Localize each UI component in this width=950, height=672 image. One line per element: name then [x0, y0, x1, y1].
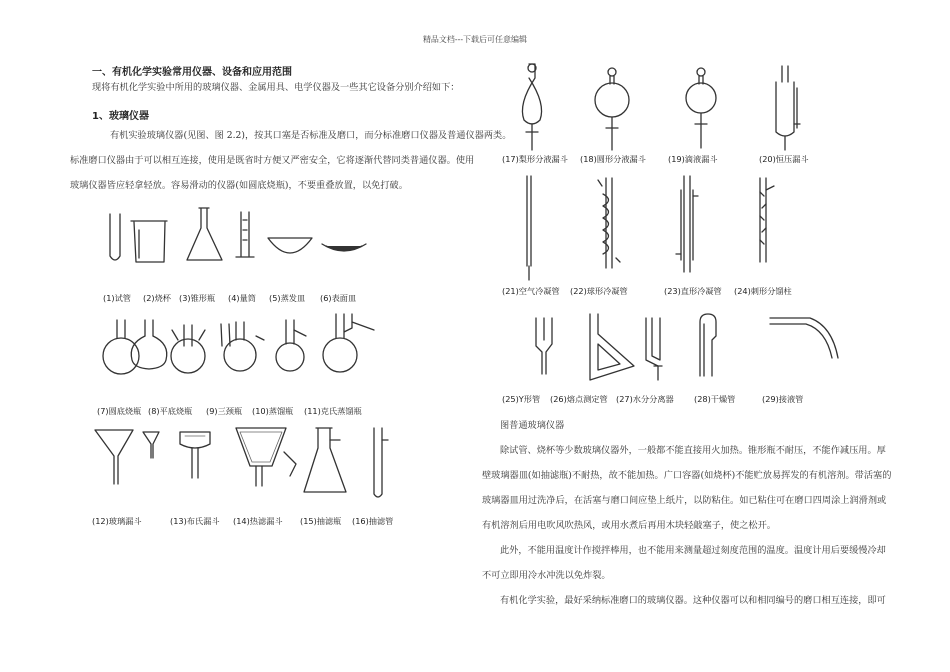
- label-buchner-funnel: (13)布氏漏斗: [170, 516, 220, 526]
- intro-text: 现将有机化学实验中所用的玻璃仪器、金属用具、电学仪器及一些其它设备分别介绍如下：: [92, 82, 460, 93]
- label-conical-flask: (3)锥形瓶: [179, 293, 216, 303]
- left-paragraph-line-3: 玻璃仪器皆应轻拿轻放。容易滑动的仪器(如圆底烧瓶)，不要重叠放置，以免打破。: [70, 180, 408, 191]
- sub-heading: 1、玻璃仪器: [92, 111, 149, 122]
- label-watch-glass: (6)表面皿: [320, 293, 357, 303]
- label-drying-tube: (28)干燥管: [694, 394, 736, 404]
- left-paragraph-line-2: 标准磨口仪器由于可以相互连接，使用是既省时方便又严密安全，它将逐渐代替同类普通仪器。使用: [70, 155, 475, 166]
- right-paragraph3-line-1: 有机化学实验，最好采纳标准磨口的玻璃仪器。这种仪器可以和相同编号的磨口相互连接，即可: [500, 595, 886, 606]
- figure-caption: 图普通玻璃仪器: [500, 420, 565, 431]
- label-pressure-equalizing-funnel: (20)恒压漏斗: [759, 154, 809, 164]
- label-round-separatory-funnel: (18)圆形分液漏斗: [580, 154, 646, 164]
- right-paragraph-line-2: 壁玻璃器皿(如抽滤瓶)不耐热，故不能加热。广口容器(如烧杯)不能贮放易挥发的有机溶剂。带活塞的: [482, 470, 892, 481]
- label-dropping-funnel: (19)滴液漏斗: [668, 154, 718, 164]
- label-flat-bottom-flask: (8)平底烧瓶: [148, 406, 193, 416]
- y-tube-icon: [536, 318, 552, 374]
- label-evaporating-dish: (5)蒸发皿: [269, 293, 306, 303]
- straight-condenser-icon: [676, 176, 698, 272]
- page-header: 精品文档---下载后可任意编辑: [422, 35, 528, 44]
- label-three-neck-flask: (9)三颈瓶: [206, 406, 243, 416]
- label-round-bottom-flask: (7)圆底烧瓶: [97, 406, 142, 416]
- label-straight-condenser: (23)直形冷凝管: [664, 286, 722, 296]
- label-test-tube: (1)试管: [103, 293, 131, 303]
- label-beaker: (2)烧杯: [143, 293, 171, 303]
- label-graduated-cylinder: (4)量筒: [228, 293, 256, 303]
- label-distillation-flask: (10)蒸馏瓶: [252, 406, 294, 416]
- label-hot-filtration-funnel: (14)热滤漏斗: [233, 516, 283, 526]
- thiele-tube-icon: [590, 314, 634, 380]
- pressure-equalizing-funnel-icon: [776, 66, 800, 150]
- label-suction-tube: (16)抽滤管: [352, 516, 394, 526]
- label-receiver-adapter: (29)接液管: [762, 394, 804, 404]
- section-heading: 一、有机化学实验常用仪器、设备和应用范围: [92, 67, 292, 78]
- label-water-separator: (27)水分分离器: [616, 394, 674, 404]
- round-separatory-funnel-icon: [595, 68, 629, 150]
- pear-separatory-funnel-icon: [522, 64, 541, 150]
- label-air-condenser: (21)空气冷凝管: [502, 286, 560, 296]
- left-paragraph-line-1: 有机实验玻璃仪器(见图、图 2.2)，按其口塞是否标准及磨口，而分标准磨口仪器及普通仪器两类。: [110, 130, 512, 141]
- vigreux-column-icon: [760, 178, 774, 262]
- air-condenser-icon: [527, 176, 531, 280]
- drying-tube-icon: [700, 314, 716, 376]
- right-paragraph-line-4: 有机溶剂后用电吹风吹热风，或用水煮后再用木块轻敲塞子，使之松开。: [482, 520, 776, 531]
- label-suction-flask: (15)抽滤瓶: [300, 516, 342, 526]
- right-paragraph-line-3: 玻璃器皿用过洗净后，在活塞与磨口间应垫上纸片，以防粘住。如已粘住可在磨口四周涂上润滑剂或: [482, 495, 887, 506]
- label-claisen-flask: (11)克氏蒸馏瓶: [304, 406, 362, 416]
- right-paragraph2-line-1: 此外，不能用温度计作搅拌棒用，也不能用来测量超过刻度范围的温度。温度计用后要缓慢冷却: [500, 545, 886, 556]
- bulb-condenser-icon: [598, 178, 620, 268]
- right-paragraph-line-1: 除试管、烧杯等少数玻璃仪器外，一般都不能直接用火加热。锥形瓶不耐压，不能作减压用。厚: [500, 445, 886, 456]
- right-paragraph2-line-2: 不可立即用冷水冲洗以免炸裂。: [482, 570, 611, 581]
- label-y-tube: (25)Y形管: [502, 394, 541, 404]
- dropping-funnel-icon: [686, 68, 716, 148]
- label-thiele-tube: (26)熔点测定管: [550, 394, 608, 404]
- receiver-adapter-icon: [770, 318, 838, 358]
- label-vigreux-column: (24)刺形分馏柱: [734, 286, 792, 296]
- label-pear-separatory-funnel: (17)梨形分液漏斗: [502, 154, 568, 164]
- water-separator-icon: [646, 318, 662, 380]
- label-bulb-condenser: (22)球形冷凝管: [570, 286, 628, 296]
- label-glass-funnel: (12)玻璃漏斗: [92, 516, 142, 526]
